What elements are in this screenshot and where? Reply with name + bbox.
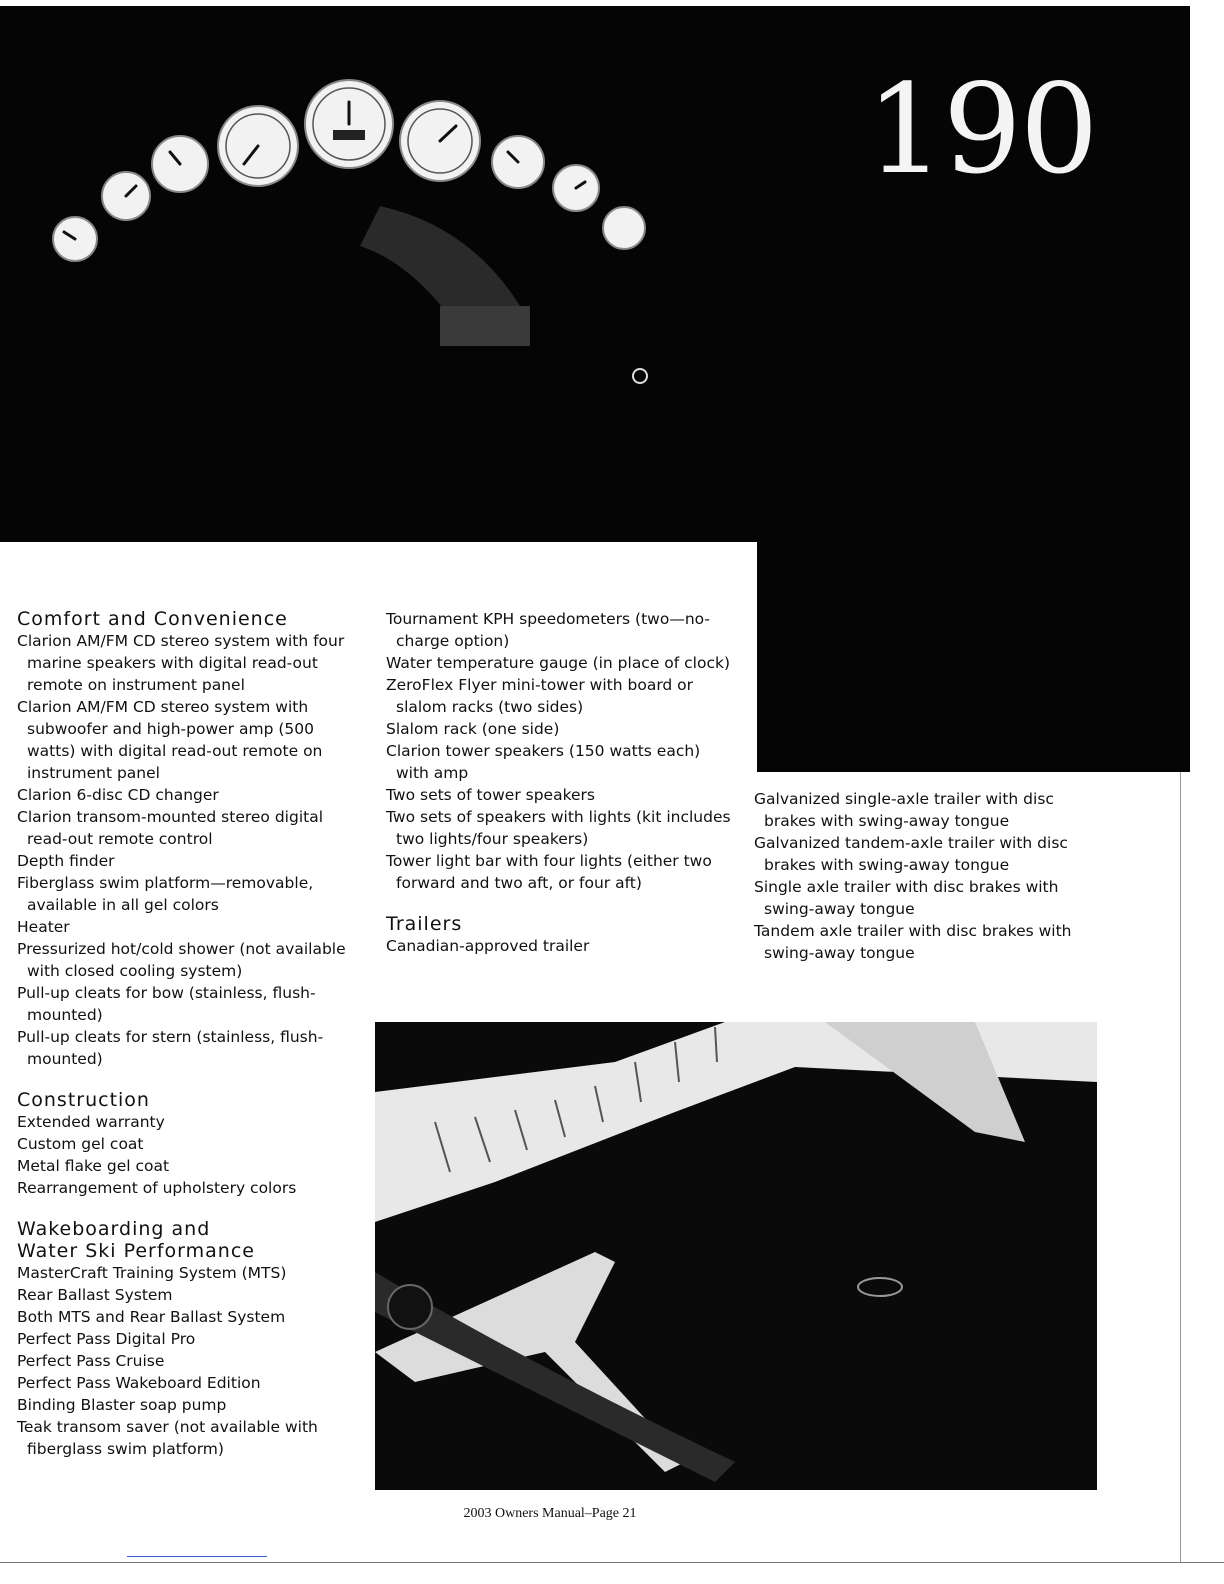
- list-item: Clarion 6-disc CD changer: [17, 786, 219, 804]
- list-item: Two sets of speakers with lights (kit includes two lights/four speakers): [386, 808, 731, 848]
- hero-photo: [0, 6, 1190, 542]
- wakeboarding-heading-line1: Wakeboarding and: [17, 1218, 211, 1240]
- list-item: Binding Blaster soap pump: [17, 1396, 227, 1414]
- list-item: Clarion transom-mounted stereo digital read-out remote control: [17, 808, 324, 848]
- list-item: Two sets of tower speakers: [386, 786, 595, 804]
- list-item: Perfect Pass Wakeboard Edition: [17, 1374, 261, 1392]
- list-item: ZeroFlex Flyer mini-tower with board or slalom racks (two sides): [386, 676, 694, 716]
- list-item: Tournament KPH speedometers (two—no-charge option): [386, 610, 711, 650]
- list-item: MasterCraft Training System (MTS): [17, 1264, 287, 1282]
- list-item: Pressurized hot/cold shower (not available with closed cooling system): [17, 940, 346, 980]
- list-item: Teak transom saver (not available with fiberglass swim platform): [17, 1418, 318, 1458]
- construction-list: [17, 1111, 363, 1199]
- list-item: Depth finder: [17, 852, 115, 870]
- list-item: Perfect Pass Cruise: [17, 1352, 165, 1370]
- wakeboarding-heading: [17, 1218, 363, 1262]
- wakeboarding-heading-line2: Water Ski Performance: [17, 1240, 255, 1262]
- list-item: Galvanized single-axle trailer with disc brakes with swing-away tongue: [754, 790, 1054, 830]
- model-number: 190: [866, 58, 1097, 202]
- list-item: Tower light bar with four lights (either two forward and two aft, or four aft): [386, 852, 712, 892]
- list-item: Rear Ballast System: [17, 1286, 173, 1304]
- list-item: Pull-up cleats for stern (stainless, flush-mounted): [17, 1028, 324, 1068]
- construction-heading: Construction: [17, 1089, 150, 1111]
- gauge-cluster-illustration: [0, 6, 760, 542]
- column-right: [754, 788, 1100, 983]
- page-caption: 2003 Owners Manual–Page 21: [463, 1506, 637, 1521]
- list-item: Slalom rack (one side): [386, 720, 560, 738]
- list-item: Single axle trailer with disc brakes with swing-away tongue: [754, 878, 1059, 918]
- column-middle: [386, 608, 732, 976]
- list-item: Both MTS and Rear Ballast System: [17, 1308, 286, 1326]
- list-item: Water temperature gauge (in place of clock): [386, 654, 731, 672]
- trailers-list-part2: [754, 788, 1100, 964]
- list-item: Pull-up cleats for bow (stainless, flush-mounted): [17, 984, 316, 1024]
- list-item: Clarion tower speakers (150 watts each) with amp: [386, 742, 701, 782]
- list-item: Clarion AM/FM CD stereo system with subwoofer and high-power amp (500 watts) with digital read-out remote on instrument panel: [17, 698, 323, 782]
- margin-line: [1180, 772, 1181, 1562]
- hero-photo-extension: [757, 540, 1190, 772]
- list-item: Fiberglass swim platform—removable, available in all gel colors: [17, 874, 314, 914]
- list-item: Clarion AM/FM CD stereo system with four marine speakers with digital read-out remote on instrument panel: [17, 632, 345, 694]
- list-item: Perfect Pass Digital Pro: [17, 1330, 196, 1348]
- bottom-rule: [0, 1562, 1224, 1563]
- list-item: Extended warranty: [17, 1113, 165, 1131]
- comfort-list: [17, 630, 363, 1070]
- list-item: Rearrangement of upholstery colors: [17, 1179, 297, 1197]
- wakeboarding-list: [17, 1262, 363, 1460]
- list-item: Custom gel coat: [17, 1135, 144, 1153]
- column-left: [17, 608, 363, 1479]
- interior-illustration: [375, 1022, 1097, 1490]
- list-item: Tandem axle trailer with disc brakes with swing-away tongue: [754, 922, 1072, 962]
- link-underline: [127, 1556, 267, 1557]
- trailers-heading: Trailers: [386, 913, 463, 935]
- list-item: Canadian-approved trailer: [386, 937, 590, 955]
- comfort-heading: Comfort and Convenience: [17, 608, 288, 630]
- continued-list: [386, 608, 732, 894]
- list-item: Metal flake gel coat: [17, 1157, 170, 1175]
- list-item: Heater: [17, 918, 70, 936]
- trailers-list-part1: [386, 935, 732, 957]
- interior-photo: [375, 1022, 1097, 1490]
- list-item: Galvanized tandem-axle trailer with disc brakes with swing-away tongue: [754, 834, 1068, 874]
